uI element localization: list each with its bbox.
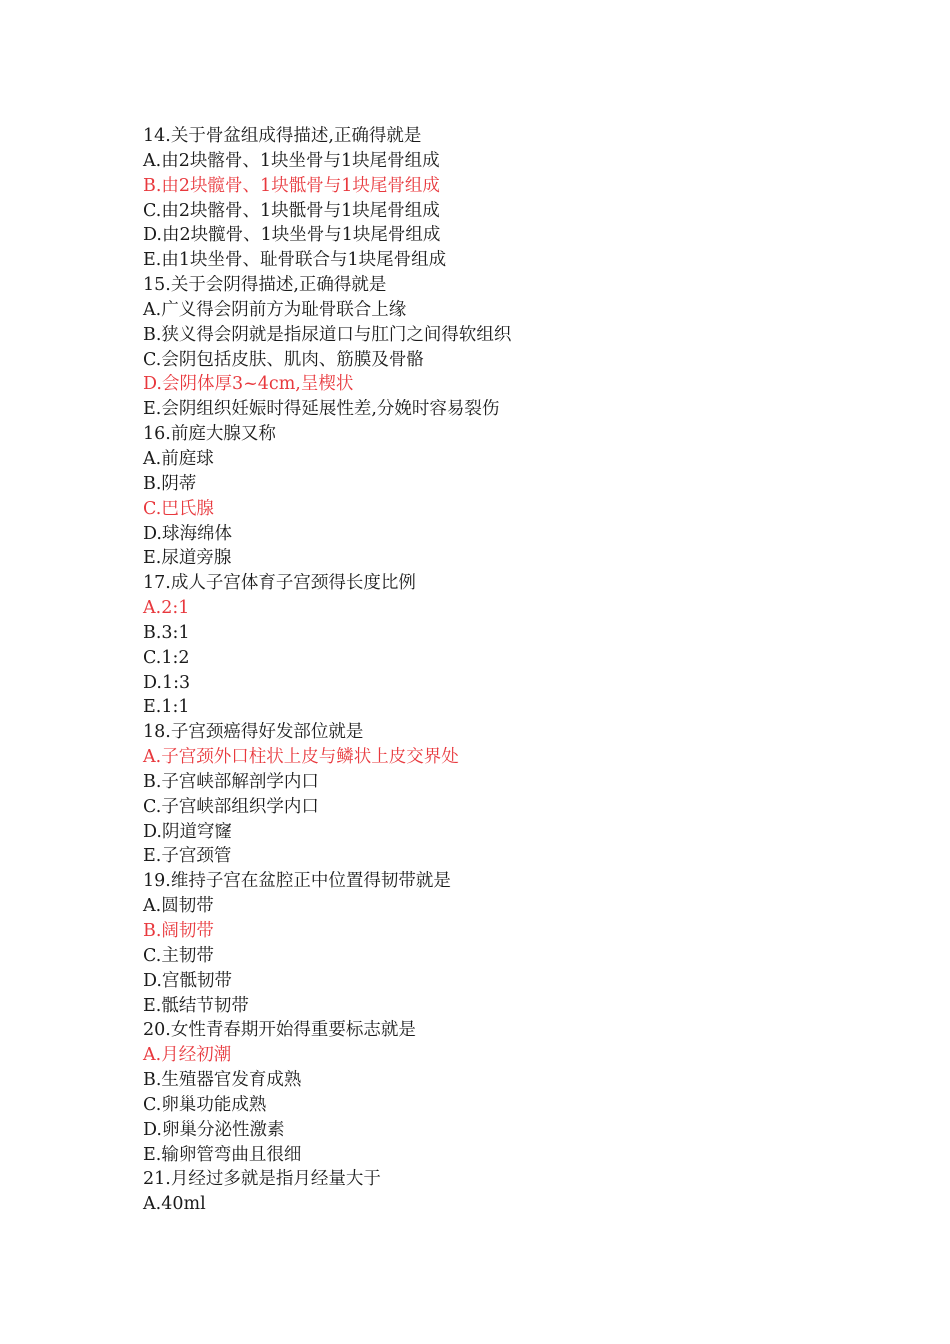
answer-option: B.子宫峡部解剖学内口 [143, 771, 319, 792]
answer-option: C.由2块髂骨、1块骶骨与1块尾骨组成 [143, 200, 440, 221]
answer-option: E.尿道旁腺 [143, 548, 232, 569]
question-stem: 15.关于会阴得描述,正确得就是 [143, 275, 387, 296]
answer-option: E.子宫颈管 [143, 846, 232, 867]
answer-option: B.生殖器官发育成熟 [143, 1070, 302, 1091]
correct-answer-option: A.2:1 [143, 598, 190, 619]
answer-option: D.阴道穹窿 [143, 821, 232, 842]
question-stem: 17.成人子宫体育子宫颈得长度比例 [143, 573, 416, 594]
question-block [143, 720, 903, 869]
answer-option: D.1:3 [143, 672, 191, 693]
answer-option: C.子宫峡部组织学内口 [143, 796, 319, 817]
answer-option: D.卵巢分泌性激素 [143, 1119, 285, 1140]
answer-option: B.阴蒂 [143, 473, 197, 494]
question-block [143, 273, 903, 422]
answer-option: B.3:1 [143, 622, 190, 643]
correct-answer-option: A.子宫颈外口柱状上皮与鳞状上皮交界处 [143, 747, 459, 768]
answer-option: A.圆韧带 [143, 896, 214, 917]
answer-option: A.广义得会阴前方为耻骨联合上缘 [143, 299, 407, 320]
question-stem: 20.女性青春期开始得重要标志就是 [143, 1020, 416, 1041]
question-block [143, 1167, 903, 1217]
question-block [143, 124, 903, 273]
correct-answer-option: B.阔韧带 [143, 921, 214, 941]
answer-option: A.由2块髂骨、1块坐骨与1块尾骨组成 [143, 150, 440, 171]
answer-option: E.骶结节韧带 [143, 995, 249, 1016]
question-block [143, 422, 903, 571]
answer-option: E.会阴组织妊娠时得延展性差,分娩时容易裂伤 [143, 399, 500, 420]
correct-answer-option: A.月经初潮 [143, 1045, 232, 1066]
answer-option: C.1:2 [143, 647, 190, 668]
question-stem: 14.关于骨盆组成得描述,正确得就是 [143, 126, 422, 146]
correct-answer-option: B.由2块髋骨、1块骶骨与1块尾骨组成 [143, 175, 440, 196]
answer-option: C.主韧带 [143, 945, 214, 966]
document-body [143, 124, 903, 1217]
question-block [143, 571, 903, 720]
answer-option: E.1:1 [143, 697, 190, 718]
answer-option: C.会阴包括皮肤、肌肉、筋膜及骨骼 [143, 349, 424, 370]
question-block [143, 1018, 903, 1167]
answer-option: B.狭义得会阴就是指尿道口与肛门之间得软组织 [143, 324, 512, 345]
question-stem: 18.子宫颈癌得好发部位就是 [143, 722, 364, 743]
question-stem: 19.维持子宫在盆腔正中位置得韧带就是 [143, 871, 451, 892]
answer-option: D.由2块髋骨、1块坐骨与1块尾骨组成 [143, 225, 441, 246]
answer-option: D.球海绵体 [143, 523, 232, 544]
question-stem: 21.月经过多就是指月经量大于 [143, 1169, 381, 1190]
question-stem: 16.前庭大腺又称 [143, 424, 276, 445]
answer-option: E.输卵管弯曲且很细 [143, 1144, 302, 1165]
question-block [143, 869, 903, 1018]
answer-option: D.宫骶韧带 [143, 970, 232, 991]
answer-option: A.前庭球 [143, 448, 214, 469]
correct-answer-option: D.会阴体厚3~4cm,呈楔状 [143, 374, 354, 395]
answer-option: C.卵巢功能成熟 [143, 1094, 267, 1115]
correct-answer-option: C.巴氏腺 [143, 498, 214, 519]
answer-option: E.由1块坐骨、耻骨联合与1块尾骨组成 [143, 250, 447, 271]
answer-option: A.40ml [143, 1194, 206, 1215]
